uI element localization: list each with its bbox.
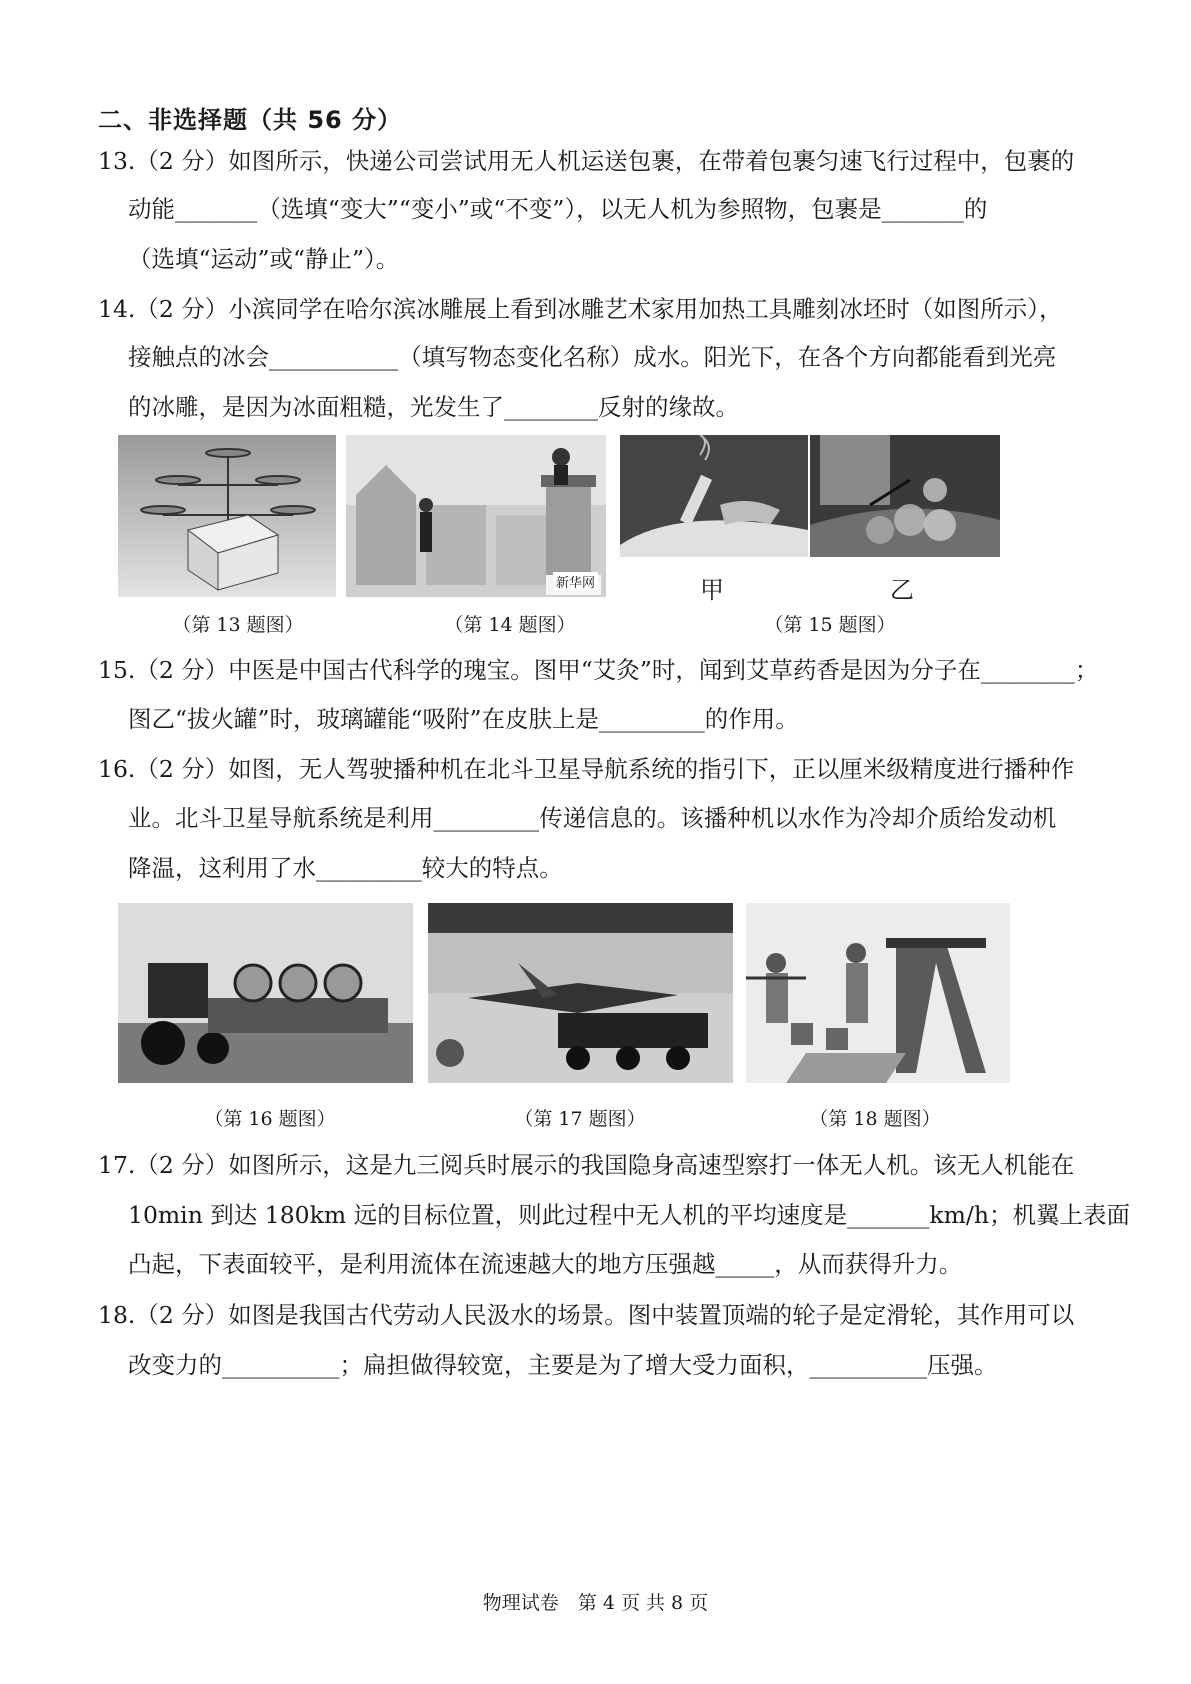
q15-line1: 15.（2 分）中医是中国古代科学的瑰宝。图甲“艾灸”时，闻到艾草药香是因为分子在________； xyxy=(98,656,1099,684)
figure-13-drone-package xyxy=(118,435,336,597)
q15-line2: 图乙“拔火罐”时，玻璃罐能“吸附”在皮肤上是_________的作用。 xyxy=(128,705,799,733)
figure-15a-moxibustion xyxy=(620,435,808,557)
section-title: 二、非选择题（共 56 分） xyxy=(98,106,403,134)
q13-line1: 13.（2 分）如图所示，快递公司尝试用无人机运送包裹，在带着包裹匀速飞行过程中，包裹的 xyxy=(98,147,1075,175)
q17-line2: 10min 到达 180km 远的目标位置，则此过程中无人机的平均速度是_______km/h；机翼上表面 xyxy=(128,1201,1130,1229)
q17-line1: 17.（2 分）如图所示，这是九三阅兵时展示的我国隐身高速型察打一体无人机。该无人机能在 xyxy=(98,1151,1075,1179)
figure-18-caption: （第 18 题图） xyxy=(809,1108,941,1130)
q16-line3: 降温，这利用了水_________较大的特点。 xyxy=(128,854,563,882)
q18-line2: 改变力的__________；扁担做得较宽，主要是为了增大受力面积，__________压强。 xyxy=(128,1351,998,1379)
q14-line1: 14.（2 分）小滨同学在哈尔滨冰雕展上看到冰雕艺术家用加热工具雕刻冰坯时（如图所示）， xyxy=(98,295,1063,323)
q18-line1: 18.（2 分）如图是我国古代劳动人民汲水的场景。图中装置顶端的轮子是定滑轮，其作用可以 xyxy=(98,1301,1075,1329)
q14-line2: 接触点的冰会___________（填写物态变化名称）成水。阳光下，在各个方向都能看到光亮 xyxy=(128,343,1057,371)
q16-line1: 16.（2 分）如图，无人驾驶播种机在北斗卫星导航系统的指引下，正以厘米级精度进行播种作 xyxy=(98,755,1075,783)
figure-17-stealth-drone xyxy=(428,903,733,1083)
q17-line3: 凸起，下表面较平，是利用流体在流速越大的地方压强越_____，从而获得升力。 xyxy=(128,1250,963,1278)
figure-18-drawing-water xyxy=(746,903,1010,1083)
figure-13-caption: （第 13 题图） xyxy=(172,614,304,636)
figure-14-watermark: 新华网 xyxy=(553,572,598,591)
figure-15-label-jia: 甲 xyxy=(700,576,724,604)
figure-16-seeder xyxy=(118,903,413,1083)
figure-16-caption: （第 16 题图） xyxy=(204,1108,336,1130)
page-footer: 物理试卷 第 4 页 共 8 页 xyxy=(482,1592,709,1614)
figure-15-label-yi: 乙 xyxy=(890,576,914,604)
figure-15b-cupping xyxy=(810,435,1000,557)
q13-line3: （选填“运动”或“静止”）。 xyxy=(128,245,400,273)
figure-14-ice-sculpture xyxy=(346,435,606,597)
q13-line2: 动能_______（选填“变大”“变小”或“不变”），以无人机为参照物，包裹是_______的 xyxy=(128,195,988,223)
q16-line2: 业。北斗卫星导航系统是利用_________传递信息的。该播种机以水作为冷却介质给发动机 xyxy=(128,804,1057,832)
figure-17-caption: （第 17 题图） xyxy=(514,1108,646,1130)
figure-15-caption: （第 15 题图） xyxy=(764,614,896,636)
q14-line3: 的冰雕，是因为冰面粗糙，光发生了________反射的缘故。 xyxy=(128,393,739,421)
figure-14-caption: （第 14 题图） xyxy=(444,614,576,636)
